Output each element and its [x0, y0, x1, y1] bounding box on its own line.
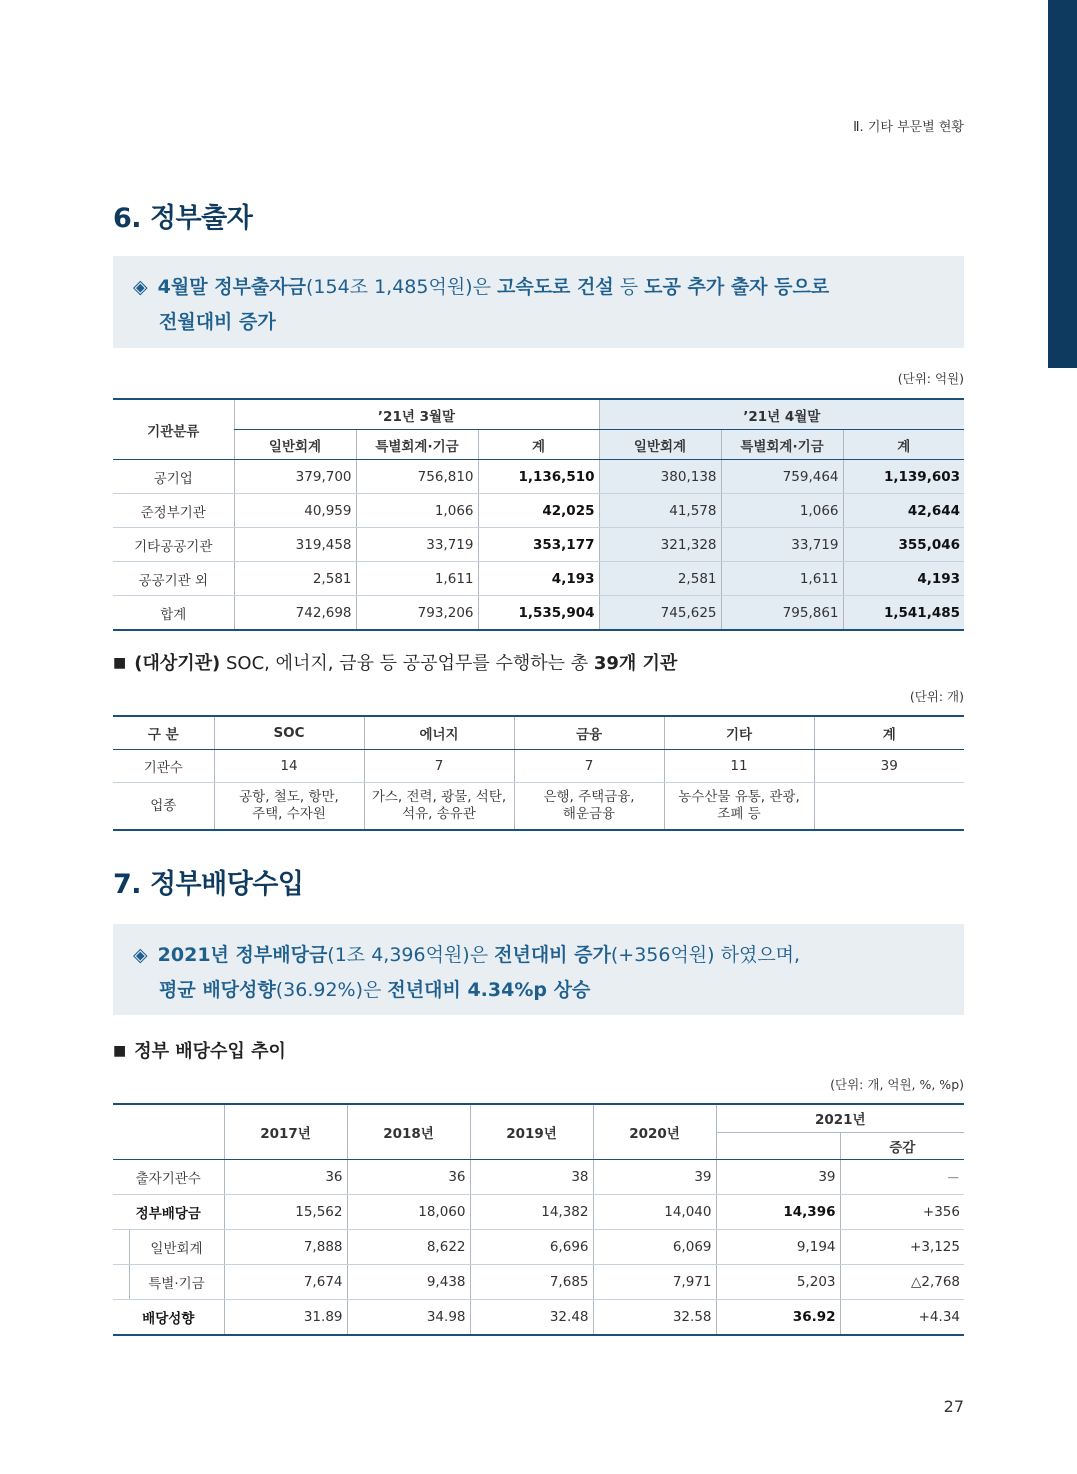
- sub-header: 일반회계: [234, 430, 356, 460]
- table-row: [113, 528, 964, 562]
- unit-label: (단위: 개, 억원, %, %p): [830, 1077, 964, 1092]
- sub-header: 특별회계·기금: [721, 430, 843, 460]
- cell: +356: [840, 1194, 964, 1229]
- cell: 6,696: [470, 1229, 593, 1264]
- cell-line: 가스, 전력, 광물, 석탄,: [371, 789, 507, 805]
- unit-label: (단위: 억원): [897, 371, 964, 386]
- table-row: [113, 494, 964, 528]
- cell: 2,581: [234, 562, 356, 596]
- cell: 7: [364, 750, 514, 783]
- cell: 39: [814, 750, 964, 783]
- cell: 14,040: [593, 1194, 716, 1229]
- cell: 759,464: [721, 460, 843, 494]
- cell: 14,382: [470, 1194, 593, 1229]
- cell-line: 은행, 주택금융,: [543, 789, 635, 805]
- cell: 1,066: [356, 494, 478, 528]
- dividend-subhead: [113, 1037, 286, 1063]
- callout-text: 등: [613, 276, 645, 298]
- cell: －: [840, 1159, 964, 1194]
- callout-bold: 2021년 정부배당금: [157, 944, 328, 966]
- table-row: [113, 1264, 964, 1299]
- cell: 1,136,510: [478, 460, 599, 494]
- cell-line: 조폐 등: [717, 806, 761, 822]
- cell: 36.92: [716, 1299, 840, 1335]
- cell: [214, 783, 364, 831]
- table-row: [113, 1159, 964, 1194]
- table-row: [113, 1194, 964, 1229]
- subhead-text: SOC, 에너지, 금융 등 공공업무를 수행하는 총: [220, 653, 594, 674]
- cell: 39: [716, 1159, 840, 1194]
- dividend-table: [113, 1103, 964, 1336]
- empty-corner: [113, 1104, 224, 1159]
- row-label: 배당성향: [142, 1310, 195, 1327]
- cell: [364, 783, 514, 831]
- callout-text: (154조 1,485억원)은: [306, 276, 497, 298]
- cell: 4,193: [843, 562, 964, 596]
- col-header: 구 분: [113, 716, 214, 750]
- cell: 793,206: [356, 596, 478, 631]
- cell: 8,622: [347, 1229, 470, 1264]
- row-label: 업종: [150, 797, 177, 814]
- callout-bold: 평균 배당성향: [159, 979, 276, 1001]
- section-7-title: 7. 정부배당수입: [113, 869, 304, 900]
- cell: 355,046: [843, 528, 964, 562]
- row-label: 합계: [160, 606, 187, 623]
- running-head: Ⅱ. 기타 부문별 현황: [853, 120, 964, 135]
- cell: 1,611: [721, 562, 843, 596]
- square-bullet-icon: ■: [113, 1043, 127, 1059]
- cell: 14,396: [716, 1194, 840, 1229]
- cell: 9,194: [716, 1229, 840, 1264]
- table-row: [113, 1229, 964, 1264]
- cell: 7,888: [224, 1229, 347, 1264]
- cell: 32.58: [593, 1299, 716, 1335]
- col-head-category: 기관분류: [113, 399, 234, 460]
- empty-cell: [716, 1132, 840, 1159]
- indent-cell: [113, 1229, 129, 1264]
- callout-text: (36.92%)은: [275, 979, 388, 1001]
- cell: 42,644: [843, 494, 964, 528]
- cell: 1,541,485: [843, 596, 964, 631]
- cell: 319,458: [234, 528, 356, 562]
- col-header: 기타: [664, 716, 814, 750]
- cell-line: 주택, 수자원: [252, 806, 326, 822]
- row-label: 공공기관 외: [113, 562, 234, 596]
- section-6-title: 6. 정부출자: [113, 203, 253, 234]
- cell: [664, 783, 814, 831]
- callout-bold: 고속도로 건설: [496, 276, 614, 298]
- cell: 40,959: [234, 494, 356, 528]
- cell: 7,971: [593, 1264, 716, 1299]
- cell: 6,069: [593, 1229, 716, 1264]
- cell: +3,125: [840, 1229, 964, 1264]
- cell: 32.48: [470, 1299, 593, 1335]
- row-label: 기타공공기관: [113, 528, 234, 562]
- subhead-bold: (대상기관): [134, 653, 221, 674]
- sub-header: 특별회계·기금: [356, 430, 478, 460]
- cell: 353,177: [478, 528, 599, 562]
- year-header: 2017년: [224, 1104, 347, 1159]
- callout-bold: 도공 추가 출자 등으로: [644, 276, 830, 298]
- callout-bold: 전월대비 증가: [159, 311, 276, 333]
- sub-header: 일반회계: [599, 430, 721, 460]
- page-number: 27: [943, 1397, 964, 1416]
- callout-bold: 4월말 정부출자금: [157, 276, 306, 298]
- cell: 1,066: [721, 494, 843, 528]
- cell: 9,438: [347, 1264, 470, 1299]
- cell: 33,719: [356, 528, 478, 562]
- row-label: 기관수: [113, 750, 214, 783]
- cell: 15,562: [224, 1194, 347, 1229]
- change-header: 증감: [840, 1132, 964, 1159]
- cell: 18,060: [347, 1194, 470, 1229]
- cell-line: 농수산물 유통, 관광,: [678, 789, 800, 805]
- row-label: 특별·기금: [129, 1264, 224, 1299]
- period-header-april: ’21년 4월말: [599, 399, 964, 430]
- cell-line: 석유, 송유관: [402, 806, 476, 822]
- cell: 742,698: [234, 596, 356, 631]
- row-label: 일반회계: [129, 1229, 224, 1264]
- row-label: 출자기관수: [113, 1159, 224, 1194]
- cell: [514, 783, 664, 831]
- table-row: [113, 783, 964, 831]
- year-header: 2021년: [716, 1104, 964, 1132]
- callout-text: (1조 4,396억원)은: [327, 944, 495, 966]
- diamond-bullet-icon: ◈: [133, 276, 148, 298]
- row-label: 준정부기관: [113, 494, 234, 528]
- period-header-march: ’21년 3월말: [234, 399, 599, 430]
- table-row: [113, 460, 964, 494]
- cell: 34.98: [347, 1299, 470, 1335]
- cell: 380,138: [599, 460, 721, 494]
- cell-line: 공항, 철도, 항만,: [239, 789, 339, 805]
- investment-table: [113, 398, 964, 631]
- cell: 14: [214, 750, 364, 783]
- cell: 1,139,603: [843, 460, 964, 494]
- cell: 38: [470, 1159, 593, 1194]
- callout-bold: 전년대비 4.34%p 상승: [387, 979, 591, 1001]
- sub-header: 계: [843, 430, 964, 460]
- cell: 1,611: [356, 562, 478, 596]
- cell: 321,328: [599, 528, 721, 562]
- subhead-bold: 39개 기관: [593, 653, 678, 674]
- table-row: [113, 1299, 964, 1335]
- row-label: 정부배당금: [113, 1194, 224, 1229]
- indent-cell: [113, 1264, 129, 1299]
- cell: [814, 783, 964, 831]
- year-header: 2020년: [593, 1104, 716, 1159]
- section-6-callout: [113, 256, 964, 348]
- cell: 39: [593, 1159, 716, 1194]
- col-header: 에너지: [364, 716, 514, 750]
- chapter-tab-marker: [1048, 0, 1077, 368]
- cell: +4.34: [840, 1299, 964, 1335]
- table-row: [113, 562, 964, 596]
- year-header: 2019년: [470, 1104, 593, 1159]
- table-row: [113, 750, 964, 783]
- cell: 33,719: [721, 528, 843, 562]
- cell: 1,535,904: [478, 596, 599, 631]
- square-bullet-icon: ■: [113, 655, 127, 671]
- cell: 7: [514, 750, 664, 783]
- cell: 756,810: [356, 460, 478, 494]
- table-row-total: [113, 596, 964, 631]
- cell: 42,025: [478, 494, 599, 528]
- unit-label: (단위: 개): [909, 689, 964, 704]
- cell: 31.89: [224, 1299, 347, 1335]
- cell: 5,203: [716, 1264, 840, 1299]
- row-label: 공기업: [113, 460, 234, 494]
- section-7-callout: [113, 924, 964, 1015]
- cell: 11: [664, 750, 814, 783]
- cell: 36: [224, 1159, 347, 1194]
- col-header: 계: [814, 716, 964, 750]
- cell-line: 해운금융: [562, 806, 616, 822]
- col-header: SOC: [214, 716, 364, 750]
- cell: 745,625: [599, 596, 721, 631]
- subhead-text: 정부 배당수입 추이: [134, 1041, 286, 1062]
- diamond-bullet-icon: ◈: [133, 944, 148, 966]
- cell: 7,685: [470, 1264, 593, 1299]
- cell: 36: [347, 1159, 470, 1194]
- cell: △2,768: [840, 1264, 964, 1299]
- cell: 379,700: [234, 460, 356, 494]
- sub-header: 계: [478, 430, 599, 460]
- cell: 7,674: [224, 1264, 347, 1299]
- col-header: 금융: [514, 716, 664, 750]
- year-header: 2018년: [347, 1104, 470, 1159]
- cell: 795,861: [721, 596, 843, 631]
- callout-bold: 전년대비 증가: [494, 944, 611, 966]
- target-agencies-subhead: [113, 649, 677, 675]
- callout-text: (+356억원) 하였으며,: [610, 944, 801, 966]
- agency-table: [113, 715, 964, 831]
- cell: 41,578: [599, 494, 721, 528]
- cell: 4,193: [478, 562, 599, 596]
- cell: 2,581: [599, 562, 721, 596]
